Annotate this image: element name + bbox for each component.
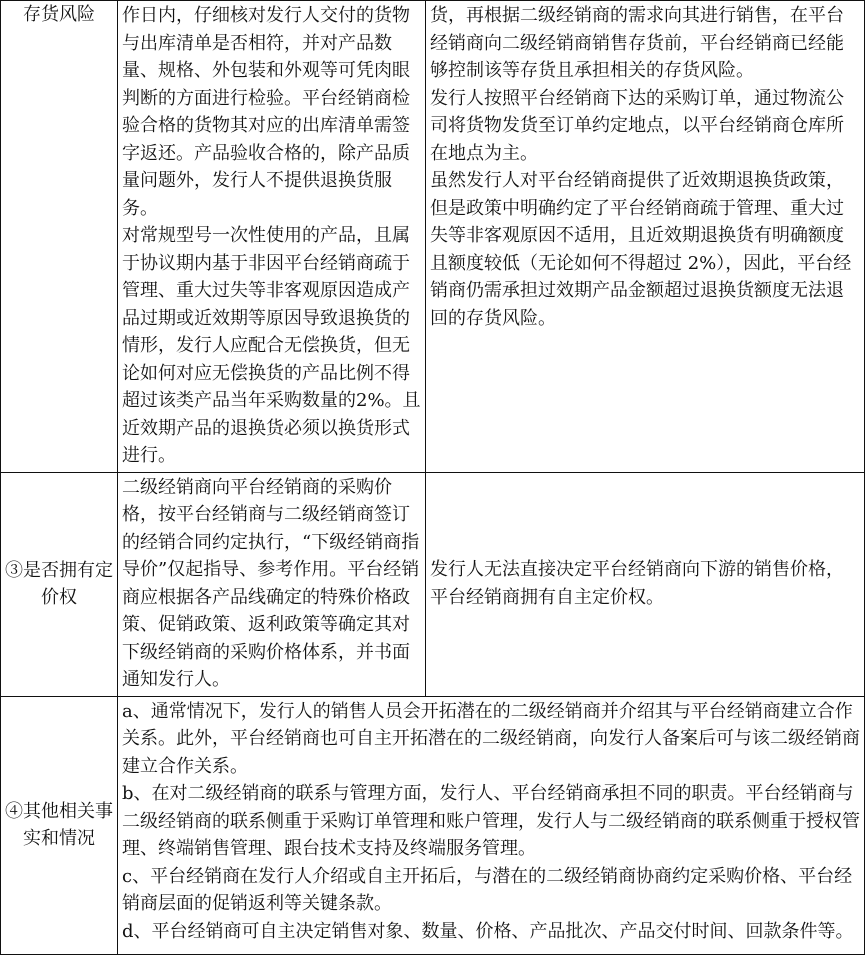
list-item: d、平台经销商可自主决定销售对象、数量、价格、产品批次、产品交付时间、回款条件等。: [122, 920, 854, 942]
row-label-inventory-risk: 存货风险: [1, 1, 118, 473]
list-item: c、平台经销商在发行人介绍或自主开拓后，与潜在的二级经销商协商约定采购价格、平台经销商层面的促销返利等关键条款。: [122, 865, 853, 914]
analysis-cell: [426, 1, 865, 473]
table-row-pricing-power: [1, 472, 865, 696]
list-item: a、通常情况下，发行人的销售人员会开拓潜在的二级经销商并介绍其与平台经销商建立合作关系。此外，平台经销商也可自主开拓潜在的二级经销商，向发行人备案后可与该二级经销商建立合作关系。: [122, 700, 860, 777]
table-row-other-facts: [1, 696, 865, 954]
paragraph: 对常规型号一次性使用的产品，且属于协议期内基于非因平台经销商疏于管理、重大过失等非客观原因造成产品过期或近效期等原因导致退换货的情形，发行人应配合无偿换货，但无论如何对应无偿换货的产品比例不得超过该类产品当年采购数量的2%。且近效期产品的退换货必须以换货形式进行。: [122, 225, 421, 466]
paragraph: 发行人按照平台经销商下达的采购订单，通过物流公司将货物发货至订单约定地点，以平台经销商仓库所在地点为主。: [430, 87, 844, 164]
other-facts-cell: [118, 696, 865, 954]
paragraph: 货，再根据二级经销商的需求向其进行销售，在平台经销商向二级经销商销售存货前，平台经销商已经能够控制该等存货且承担相关的存货风险。: [430, 5, 844, 81]
platform-dealer-agreement-cell: 二级经销商向平台经销商的采购价格，按平台经销商与二级经销商签订的经销合同约定执行，“下级经销商指导价”仅起指导、参考作用。平台经销商应根据各产品线确定的特殊价格政策、促销政策、返利政策等确定其对下级经销商的采购价格体系，并书面通知发行人。: [118, 472, 426, 696]
row-label-pricing-power: ③是否拥有定价权: [1, 472, 118, 696]
paragraph: 虽然发行人对平台经销商提供了近效期退换货政策，但是政策中明确约定了平台经销商疏于管理、重大过失等非客观原因不适用，且近效期退换货有明确额度且额度较低（无论如何不得超过 2%），因此，平台经销商仍需承担过效期产品金额超过退换货额度无法退回的存货风险。: [430, 170, 852, 329]
table-row-inventory-risk: [1, 1, 865, 473]
list-item: b、在对二级经销商的联系与管理方面，发行人、平台经销商承担不同的职责。平台经销商与二级经销商的联系侧重于采购订单管理和账户管理，发行人与二级经销商的联系侧重于授权管理、终端销售管理、跟台技术支持及终端服务管理。: [122, 783, 860, 859]
row-label-other-facts: ④其他相关事实和情况: [1, 696, 118, 954]
platform-dealer-agreement-cell: [118, 1, 426, 473]
analysis-cell: 发行人无法直接决定平台经销商向下游的销售价格，平台经销商拥有自主定价权。: [426, 472, 865, 696]
paragraph: 作日内，仔细核对发行人交付的货物与出库清单是否相符，并对产品数量、规格、外包装和外观等可凭肉眼判断的方面进行检验。平台经销商检验合格的货物其对应的出库清单需签字返还。产品验收合格的，除产品质量问题外，发行人不提供退换货服务。: [122, 5, 410, 219]
